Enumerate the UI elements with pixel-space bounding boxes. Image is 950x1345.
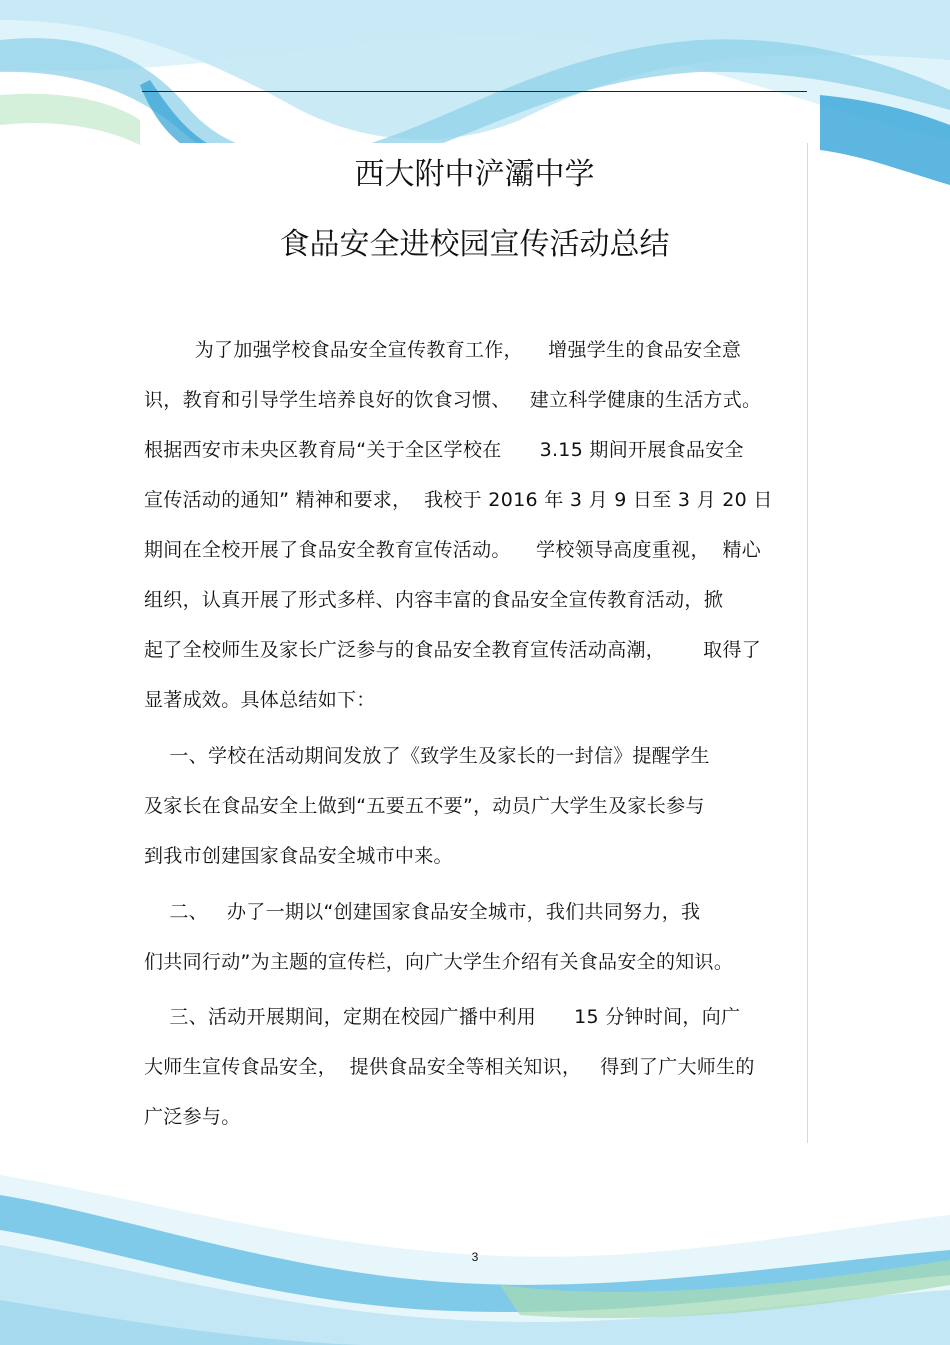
body-line: 识，教育和引导学生培养良好的饮食习惯、 建立科学健康的生活方式。 — [144, 389, 762, 411]
document-page — [142, 143, 808, 1143]
body-line: 根据西安市未央区教育局“关于全区学校在 3.15 期间开展食品安全 — [144, 439, 744, 461]
body-line: 大师生宣传食品安全， 提供食品安全等相关知识， 得到了广大师生的 — [144, 1056, 755, 1078]
body-line: 到我市创建国家食品安全城市中来。 — [144, 845, 453, 867]
body-line: 及家长在食品安全上做到“五要五不要”，动员广大学生及家长参与 — [144, 795, 705, 817]
body-line: 显著成效。具体总结如下： — [144, 689, 376, 711]
body-line: 为了加强学校食品安全宣传教育工作， 增强学生的食品安全意 — [144, 339, 742, 361]
page-number: 3 — [471, 1250, 479, 1264]
body-line: 宣传活动的通知” 精神和要求， 我校于 2016 年 3 月 9 日至 3 月 20 日 — [144, 489, 773, 511]
body-line: 广泛参与。 — [144, 1106, 241, 1128]
body-line: 期间在全校开展了食品安全教育宣传活动。 学校领导高度重视， 精心 — [144, 539, 762, 561]
body-line: 们共同行动”为主题的宣传栏，向广大学生介绍有关食品安全的知识。 — [144, 951, 734, 973]
document-subtitle: 食品安全进校园宣传活动总结 — [279, 227, 670, 262]
document-title: 西大附中浐灞中学 — [354, 157, 595, 192]
body-line: 一、学校在活动期间发放了《致学生及家长的一封信》提醒学生 — [144, 745, 710, 767]
header-rule — [142, 91, 807, 92]
body-line: 三、活动开展期间，定期在校园广播中利用 15 分钟时间，向广 — [144, 1006, 741, 1028]
body-line: 二、 办了一期以“创建国家食品安全城市，我们共同努力，我 — [144, 901, 701, 923]
body-line: 组织，认真开展了形式多样、内容丰富的食品安全宣传教育活动，掀 — [144, 589, 724, 611]
body-line: 起了全校师生及家长广泛参与的食品安全教育宣传活动高潮， 取得了 — [144, 639, 762, 661]
